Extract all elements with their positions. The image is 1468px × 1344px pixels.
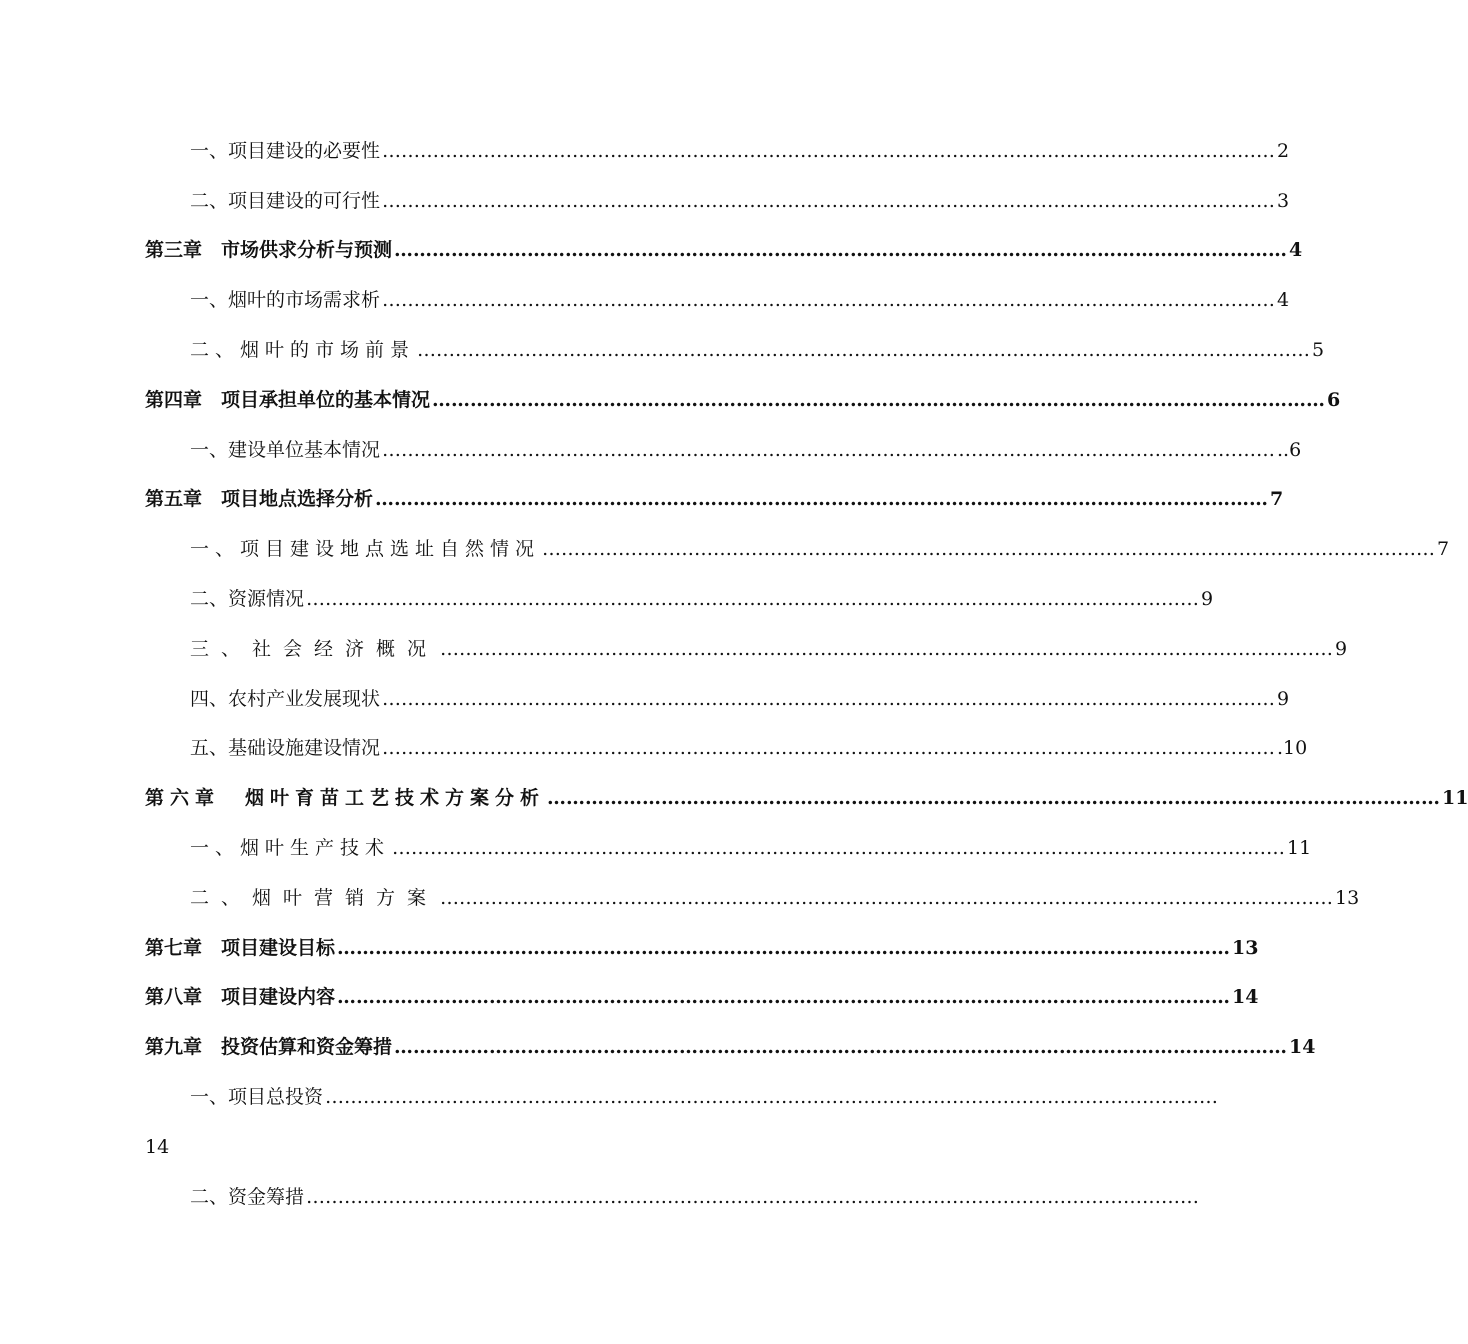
toc-label: 一、项目建设的必要性 bbox=[190, 139, 381, 162]
toc-label: 二、资金筹措 bbox=[190, 1185, 305, 1208]
toc-leader-dots: …………………………………………………………………………………………………………………………… bbox=[382, 139, 1276, 162]
toc-label: 第九章 投资估算和资金筹措 bbox=[145, 1036, 393, 1059]
toc-chapter-8[interactable] bbox=[0, 973, 1259, 1023]
toc-leader-dots: …………………………………………………………………………………………………………………………… bbox=[394, 1036, 1288, 1059]
toc-label: 二、烟叶的市场前景 bbox=[190, 339, 416, 362]
toc-entry-total-investment[interactable] bbox=[0, 1072, 1219, 1122]
toc-leader-dots: …………………………………………………………………………………………………………………………… bbox=[392, 837, 1286, 860]
toc-label: 一、项目建设地点选址自然情况 bbox=[190, 538, 541, 561]
toc-label: 五、基础设施建设情况 bbox=[190, 737, 381, 760]
toc-leader-dots: …………………………………………………………………………………………………………………………… bbox=[306, 588, 1200, 611]
toc-page-number: 6 bbox=[1327, 388, 1341, 411]
toc-entry-rural-industry[interactable] bbox=[0, 674, 1290, 724]
table-of-contents bbox=[0, 126, 1468, 1222]
toc-label: 第七章 项目建设目标 bbox=[145, 936, 336, 959]
toc-leader-dots: …………………………………………………………………………………………………………………………… bbox=[432, 388, 1326, 411]
toc-page-number: 2 bbox=[1277, 139, 1290, 162]
toc-entry-infrastructure[interactable] bbox=[0, 724, 1308, 774]
toc-page-number: ..6 bbox=[1277, 438, 1302, 461]
toc-label: 第四章 项目承担单位的基本情况 bbox=[145, 388, 431, 411]
toc-label: 一、项目总投资 bbox=[190, 1086, 324, 1109]
toc-leader-dots: …………………………………………………………………………………………………………………………… bbox=[382, 737, 1276, 760]
toc-page-number: 9 bbox=[1201, 588, 1214, 611]
toc-page-number: 5 bbox=[1312, 339, 1325, 362]
toc-leader-dots: …………………………………………………………………………………………………………………………… bbox=[394, 239, 1288, 262]
toc-entry-feasibility[interactable] bbox=[0, 176, 1290, 226]
toc-leader-dots: …………………………………………………………………………………………………………………………… bbox=[337, 936, 1231, 959]
toc-leader-dots: …………………………………………………………………………………………………………………………… bbox=[417, 339, 1311, 362]
toc-label: 一、烟叶生产技术 bbox=[190, 837, 391, 860]
toc-entry-site-nature[interactable] bbox=[0, 524, 1450, 574]
toc-chapter-6[interactable] bbox=[0, 773, 1468, 823]
toc-label: 第六章 烟叶育苗工艺技术方案分析 bbox=[145, 787, 546, 810]
toc-chapter-7[interactable] bbox=[0, 923, 1259, 973]
toc-entry-marketing-plan[interactable] bbox=[0, 873, 1360, 923]
toc-page-number: 4 bbox=[1277, 289, 1290, 312]
toc-leader-dots: …………………………………………………………………………………………………………………………… bbox=[337, 986, 1231, 1009]
toc-leader-dots: …………………………………………………………………………………………………………………………… bbox=[325, 1086, 1219, 1109]
toc-leader-dots: …………………………………………………………………………………………………………………………… bbox=[440, 886, 1334, 909]
toc-leader-dots: …………………………………………………………………………………………………………………………… bbox=[547, 787, 1441, 810]
toc-label: 二、项目建设的可行性 bbox=[190, 189, 381, 212]
toc-page-number: 9 bbox=[1335, 637, 1348, 660]
toc-chapter-4[interactable] bbox=[0, 375, 1341, 425]
toc-page-number: 11 bbox=[1442, 787, 1468, 810]
toc-page-number: 14 bbox=[1289, 1036, 1316, 1059]
toc-leader-dots: …………………………………………………………………………………………………………………………… bbox=[440, 637, 1334, 660]
toc-leader-dots: …………………………………………………………………………………………………………………………… bbox=[542, 538, 1436, 561]
toc-leader-dots: …………………………………………………………………………………………………………………………… bbox=[382, 189, 1276, 212]
toc-entry-socioeconomic[interactable] bbox=[0, 624, 1348, 674]
toc-entry-resources[interactable] bbox=[0, 574, 1214, 624]
toc-chapter-3[interactable] bbox=[0, 226, 1303, 276]
toc-leader-dots: …………………………………………………………………………………………………………………………… bbox=[382, 687, 1276, 710]
toc-page-number: 7 bbox=[1437, 538, 1450, 561]
toc-entry-market-prospect[interactable] bbox=[0, 325, 1325, 375]
toc-page-number: 14 bbox=[1232, 986, 1259, 1009]
toc-wrapped-page-number bbox=[0, 1122, 808, 1172]
toc-label: 四、农村产业发展现状 bbox=[190, 687, 381, 710]
toc-page-number: 13 bbox=[1335, 886, 1360, 909]
toc-page-number: 13 bbox=[1232, 936, 1259, 959]
toc-chapter-5[interactable] bbox=[0, 475, 1284, 525]
toc-label: 14 bbox=[145, 1135, 170, 1158]
toc-leader-dots: …………………………………………………………………………………………………………………………… bbox=[375, 488, 1269, 511]
toc-leader-dots: …………………………………………………………………………………………………………………………… bbox=[382, 289, 1276, 312]
toc-page-number: 7 bbox=[1270, 488, 1284, 511]
toc-label: 一、建设单位基本情况 bbox=[190, 438, 381, 461]
toc-label: 第五章 项目地点选择分析 bbox=[145, 488, 374, 511]
toc-chapter-9[interactable] bbox=[0, 1022, 1316, 1072]
toc-page-number: 11 bbox=[1287, 837, 1312, 860]
toc-label: 一、烟叶的市场需求析 bbox=[190, 289, 381, 312]
toc-leader-dots: …………………………………………………………………………………………………………………………… bbox=[306, 1185, 1200, 1208]
toc-entry-necessity[interactable] bbox=[0, 126, 1290, 176]
toc-page-number: 3 bbox=[1277, 189, 1290, 212]
toc-entry-market-demand[interactable] bbox=[0, 275, 1290, 325]
toc-label: 第三章 市场供求分析与预测 bbox=[145, 239, 393, 262]
toc-entry-unit-basics[interactable] bbox=[0, 425, 1302, 475]
toc-page-number: 9 bbox=[1277, 687, 1290, 710]
toc-leader-dots: …………………………………………………………………………………………………………………………… bbox=[382, 438, 1276, 461]
toc-label: 第八章 项目建设内容 bbox=[145, 986, 336, 1009]
toc-entry-fund-raising[interactable] bbox=[0, 1172, 1200, 1222]
toc-label: 二、资源情况 bbox=[190, 588, 305, 611]
toc-page-number: 4 bbox=[1289, 239, 1303, 262]
toc-page-number: .10 bbox=[1277, 737, 1308, 760]
toc-entry-production-tech[interactable] bbox=[0, 823, 1312, 873]
toc-label: 三、社会经济概况 bbox=[190, 637, 439, 660]
toc-label: 二、烟叶营销方案 bbox=[190, 886, 439, 909]
